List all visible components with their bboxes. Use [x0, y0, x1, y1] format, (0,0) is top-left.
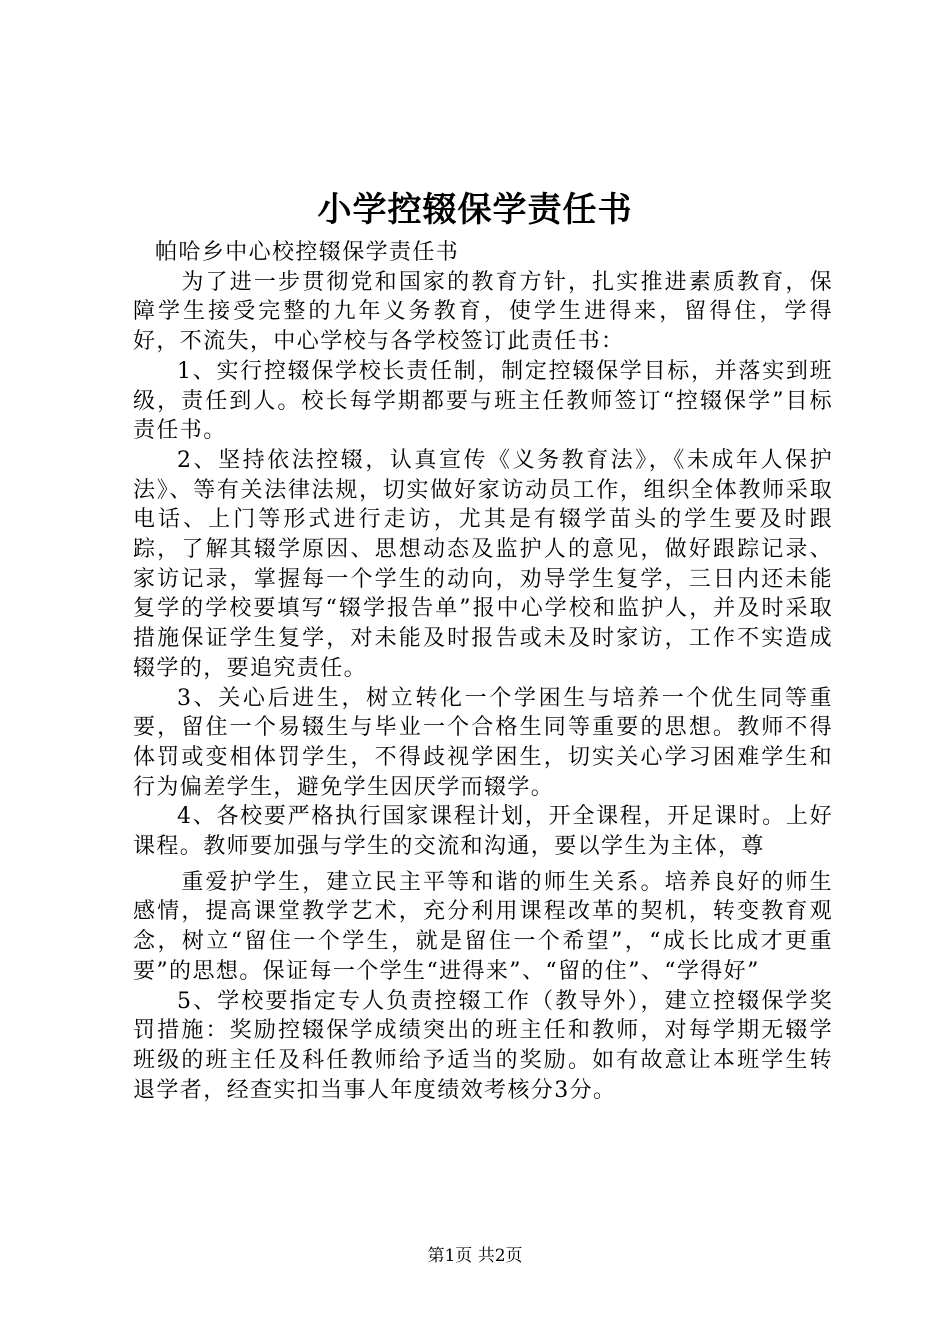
- paragraph-item-4: 4、各校要严格执行国家课程计划，开全课程，开足课时。上好课程。教师要加强与学生的交流和沟通，要以学生为主体，尊: [133, 804, 833, 860]
- paragraph-item-5: 5、学校要指定专人负责控辍工作（教导外），建立控辍保学奖罚措施：奖励控辍保学成绩突出的班主任和教师，对每学期无辍学班级的班主任及科任教师给予适当的奖励。如有故意让本班学生转退学者，经查实扣当事人年度绩效考核分3分。: [133, 988, 833, 1103]
- page-title: 小学控辍保学责任书: [317, 190, 633, 230]
- paragraph-item-4-continued: 重爱护学生，建立民主平等和谐的师生关系。培养良好的师生感情，提高课堂教学艺术，充分利用课程改革的契机，转变教育观念，树立“留住一个学生，就是留住一个希望”，“成长比成才更重要”的思想。保证每一个学生“进得来”、“留的住”、“学得好”: [133, 869, 833, 984]
- paragraph-item-2: 2、坚持依法控辍，认真宣传《义务教育法》，《未成年人保护法》、等有关法律法规，切实做好家访动员工作，组织全体教师采取电话、上门等形式进行走访，尤其是有辍学苗头的学生要及时跟踪，了解其辍学原因、思想动态及监护人的意见，做好跟踪记录、家访记录，掌握每一个学生的动向，劝导学生复学，三日内还未能复学的学校要填写“辍学报告单”报中心学校和监护人，并及时采取措施保证学生复学，对未能及时报告或未及时家访，工作不实造成辍学的，要追究责任。: [133, 447, 833, 681]
- paragraph-item-3: 3、关心后进生，树立转化一个学困生与培养一个优生同等重要，留住一个易辍生与毕业一个合格生同等重要的思想。教师不得体罚或变相体罚学生，不得歧视学困生，切实关心学习困难学生和行为偏差学生，避免学生因厌学而辍学。: [133, 685, 833, 800]
- page-number: 第1页 共2页: [427, 1246, 523, 1266]
- document-subtitle: 帕哈乡中心校控辍保学责任书: [155, 240, 460, 265]
- paragraph-preamble: 为了进一步贯彻党和国家的教育方针，扎实推进素质教育，保障学生接受完整的九年义务教育，使学生进得来，留得住，学得好，不流失，中心学校与各学校签订此责任书：: [133, 269, 833, 355]
- document-body: [133, 238, 833, 1105]
- paragraph-item-1: 1、实行控辍保学校长责任制，制定控辍保学目标，并落实到班级，责任到人。校长每学期都要与班主任教师签订“控辍保学”目标责任书。: [133, 358, 833, 444]
